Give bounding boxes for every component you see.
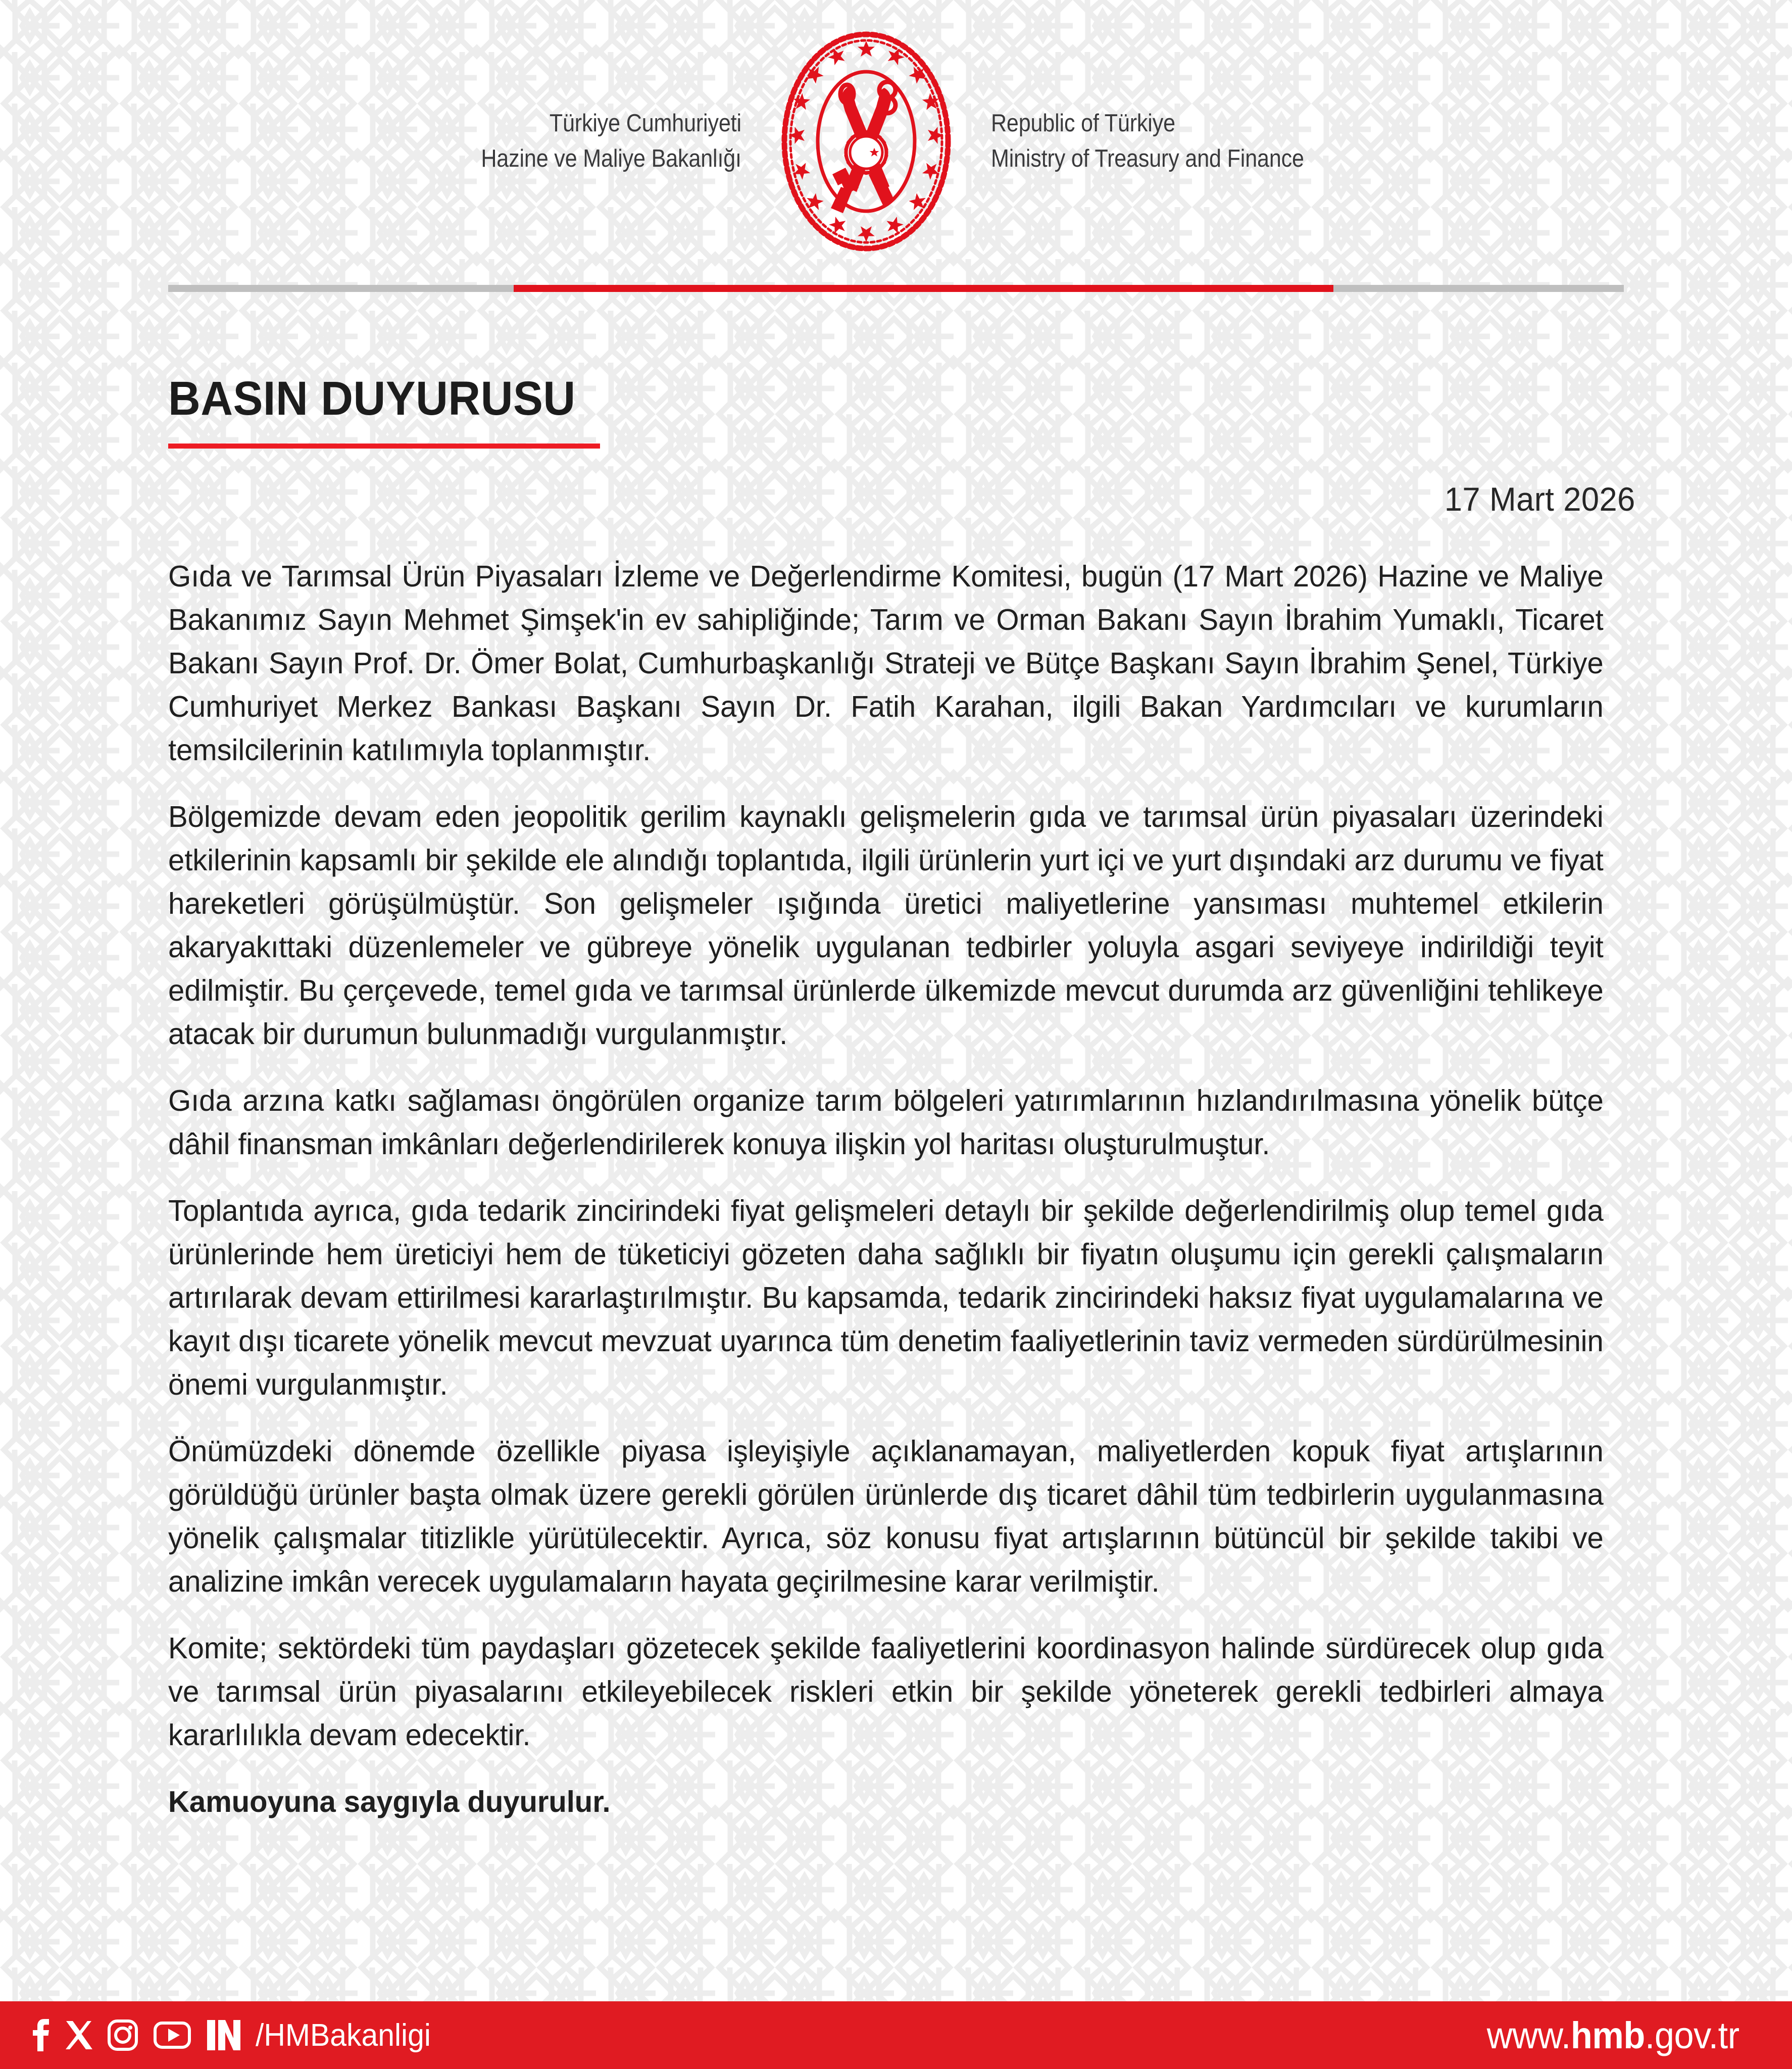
ministry-name-english-line2: Ministry of Treasury and Finance [990,145,1304,172]
ministry-name-english [972,106,1304,176]
divider-segment-red [514,285,1333,292]
page-title-block [168,372,606,449]
page-title-underline [168,444,600,449]
website-brand: hmb [1570,2014,1645,2056]
website-url[interactable] [1487,2014,1792,2057]
masthead [0,30,1792,253]
social-handle[interactable]: /HMBakanligi [256,2017,431,2053]
linkedin-icon[interactable] [205,2017,241,2053]
website-prefix: www. [1486,2014,1571,2056]
body-paragraph: Gıda arzına katkı sağlaması öngörülen organize tarım bölgeleri yatırımlarının hızlandırılmasına yönelik bütçe dâhil finansman imkânları değerlendirilerek konuya ilişkin yol haritası oluşturulmuştur. [168,1084,1604,1161]
x-twitter-icon[interactable] [65,2017,93,2053]
ministry-name-turkish-line2: Hazine ve Maliye Bakanlığı [481,145,741,172]
page-title: BASIN DUYURUSU [168,372,576,425]
ministry-name-turkish-line1: Türkiye Cumhuriyeti [549,110,741,137]
release-body [168,555,1625,1824]
body-paragraph: Gıda ve Tarımsal Ürün Piyasaları İzleme ve Değerlendirme Komitesi, bugün (17 Mart 2026) Hazine ve Maliye Bakanımız Sayın Mehmet Şimşek'in ev sahipliğinde; Tarım ve Orman Bakanı Sayın İbrahim Yumaklı, Ticaret Bakanı Sayın Prof. Dr. Ömer Bolat, Cumhurbaşkanlığı Strateji ve Bütçe Başkanı Sayın İbrahim Şenel, Türkiye Cumhuriyet Merkez Bankası Başkanı Sayın Dr. Fatih Karahan, ilgili Bakan Yardımcıları ve kurumların temsilcilerinin katılımıyla toplanmıştır. [168,560,1604,767]
social-links [0,2017,440,2053]
ministry-name-turkish [481,106,760,176]
facebook-icon[interactable] [31,2017,52,2053]
header-divider [168,285,1624,292]
turkiye-republic-emblem-icon [760,30,972,253]
body-paragraph: Önümüzdeki dönemde özellikle piyasa işleyişiyle açıklanamayan, maliyetlerden kopuk fiyat artışlarının görüldüğü ürünler başta olmak üzere gerekli görülen ürünlerde dış ticaret dâhil tüm tedbirlerin uygulanmasına yönelik çalışmalar titizlikle yürütülecektir. Ayrıca, söz konusu fiyat artışlarının bütüncül bir şekilde takibi ve analizine imkân verecek uygulamaların hayata geçirilmesine karar verilmiştir. [168,1435,1604,1598]
youtube-icon[interactable] [153,2017,192,2053]
divider-segment-gray-left [168,285,514,292]
website-suffix: .gov.tr [1645,2014,1739,2056]
body-paragraph: Bölgemizde devam eden jeopolitik gerilim kaynaklı gelişmelerin gıda ve tarımsal ürün piyasaları üzerindeki etkilerinin kapsamlı bir şekilde ele alındığı toplantıda, ilgili ürünlerin yurt içi ve yurt dışındaki arz durumu ve fiyat hareketleri görüşülmüştür. Son gelişmeler ışığında üretici maliyetlerine yansıması muhtemel etkilerin akaryakıttaki düzenlemeler ve gübreye yönelik uygulanan tedbirler yoluyla asgari seviyeye indirildiği teyit edilmiştir. Bu çerçevede, temel gıda ve tarımsal ürünlerde ülkemizde mevcut durumda arz güvenliğini tehlikeye atacak bir durumun bulunmadığı vurgulanmıştır. [168,800,1604,1051]
body-paragraph: Komite; sektördeki tüm paydaşları gözetecek şekilde faaliyetlerini koordinasyon halinde sürdürecek olup gıda ve tarımsal ürün piyasalarını etkileyebilecek riskleri etkin bir şekilde yöneterek gerekli tedbirleri almaya kararlılıkla devam edecektir. [168,1632,1604,1752]
release-date: 17 Mart 2026 [1445,480,1635,518]
instagram-icon[interactable] [106,2017,139,2053]
closing-statement: Kamuoyuna saygıyla duyurulur. [168,1785,611,1818]
body-paragraph: Toplantıda ayrıca, gıda tedarik zincirindeki fiyat gelişmeleri detaylı bir şekilde değerlendirilmiş olup temel gıda ürünlerinde hem üreticiyi hem de tüketiciyi gözeten daha sağlıklı bir fiyatın oluşumu için gerekli çalışmaların artırılarak devam ettirilmesi kararlaştırılmıştır. Bu kapsamda, tedarik zincirindeki haksız fiyat uygulamalarına ve kayıt dışı ticarete yönelik mevcut mevzuat uyarınca tüm denetim faaliyetlerinin taviz vermeden sürdürülmesinin önemi vurgulanmıştır. [168,1194,1604,1401]
ministry-name-english-line1: Republic of Türkiye [990,110,1175,137]
footer-bar [0,2001,1792,2069]
divider-segment-gray-right [1333,285,1624,292]
